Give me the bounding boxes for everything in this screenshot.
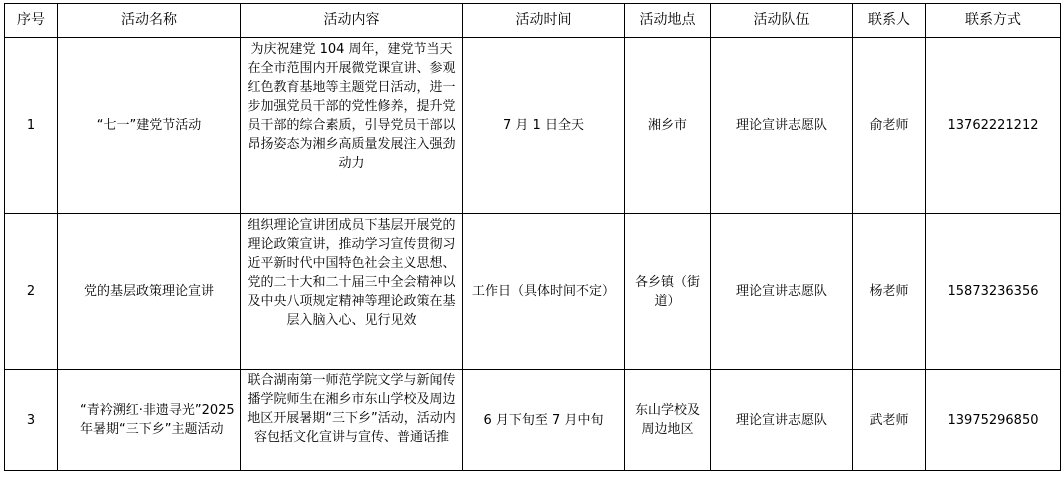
row-activity-content — [241, 214, 463, 370]
row-activity-time: 7 月 1 日全天 — [463, 38, 625, 214]
row-index: 1 — [5, 38, 58, 214]
table-row — [5, 214, 1061, 370]
row-activity-content-text: 为庆祝建党 104 周年，建党节当天在全市范围内开展微党课宣讲、参观红色教育基地等主题党日活动，进一步加强党员干部的党性修养，提升党员干部的综合素质，引导党员干部以昂扬姿态为湘乡高质量发展注入强劲动力 — [247, 42, 456, 171]
row-activity-content-text: 联合湖南第一师范学院文学与新闻传播学院师生在湘乡市东山学校及周边地区开展暑期“三下乡”活动，活动内容包括文化宣讲与宣传、普通话推 — [247, 373, 456, 445]
header-content: 活动内容 — [241, 4, 463, 38]
row-activity-team: 理论宣讲志愿队 — [711, 370, 853, 471]
row-activity-name: “青衿溯红·非遗寻光”2025 年暑期“三下乡”主题活动 — [58, 370, 241, 471]
header-index: 序号 — [5, 4, 58, 38]
table-row — [5, 38, 1061, 214]
row-activity-time: 6 月下旬至 7 月中旬 — [463, 370, 625, 471]
row-contact-person: 武老师 — [853, 370, 926, 471]
row-activity-team: 理论宣讲志愿队 — [711, 38, 853, 214]
row-contact-phone: 15873236356 — [926, 214, 1061, 370]
row-contact-phone: 13975296850 — [926, 370, 1061, 471]
header-time: 活动时间 — [463, 4, 625, 38]
header-contact: 联系人 — [853, 4, 926, 38]
row-activity-content — [241, 370, 463, 471]
row-activity-location: 各乡镇（街道） — [625, 214, 711, 370]
row-contact-phone: 13762221212 — [926, 38, 1061, 214]
header-name: 活动名称 — [58, 4, 241, 38]
row-index: 3 — [5, 370, 58, 471]
row-activity-location: 湘乡市 — [625, 38, 711, 214]
table-row — [5, 370, 1061, 471]
row-activity-content — [241, 38, 463, 214]
activity-table — [4, 3, 1061, 471]
row-index: 2 — [5, 214, 58, 370]
row-activity-time: 工作日（具体时间不定） — [463, 214, 625, 370]
header-location: 活动地点 — [625, 4, 711, 38]
row-activity-team: 理论宣讲志愿队 — [711, 214, 853, 370]
row-activity-name: “七一”建党节活动 — [58, 38, 241, 214]
header-team: 活动队伍 — [711, 4, 853, 38]
row-contact-person: 俞老师 — [853, 38, 926, 214]
row-contact-person: 杨老师 — [853, 214, 926, 370]
row-activity-location: 东山学校及周边地区 — [625, 370, 711, 471]
header-row — [5, 4, 1061, 38]
header-phone: 联系方式 — [926, 4, 1061, 38]
row-activity-content-text: 组织理论宣讲团成员下基层开展党的理论政策宣讲，推动学习宣传贯彻习近平新时代中国特色社会主义思想、党的二十大和二十届三中全会精神以及中央八项规定精神等理论政策在基层入脑入心、见行见效 — [247, 218, 456, 328]
row-activity-name: 党的基层政策理论宣讲 — [58, 214, 241, 370]
